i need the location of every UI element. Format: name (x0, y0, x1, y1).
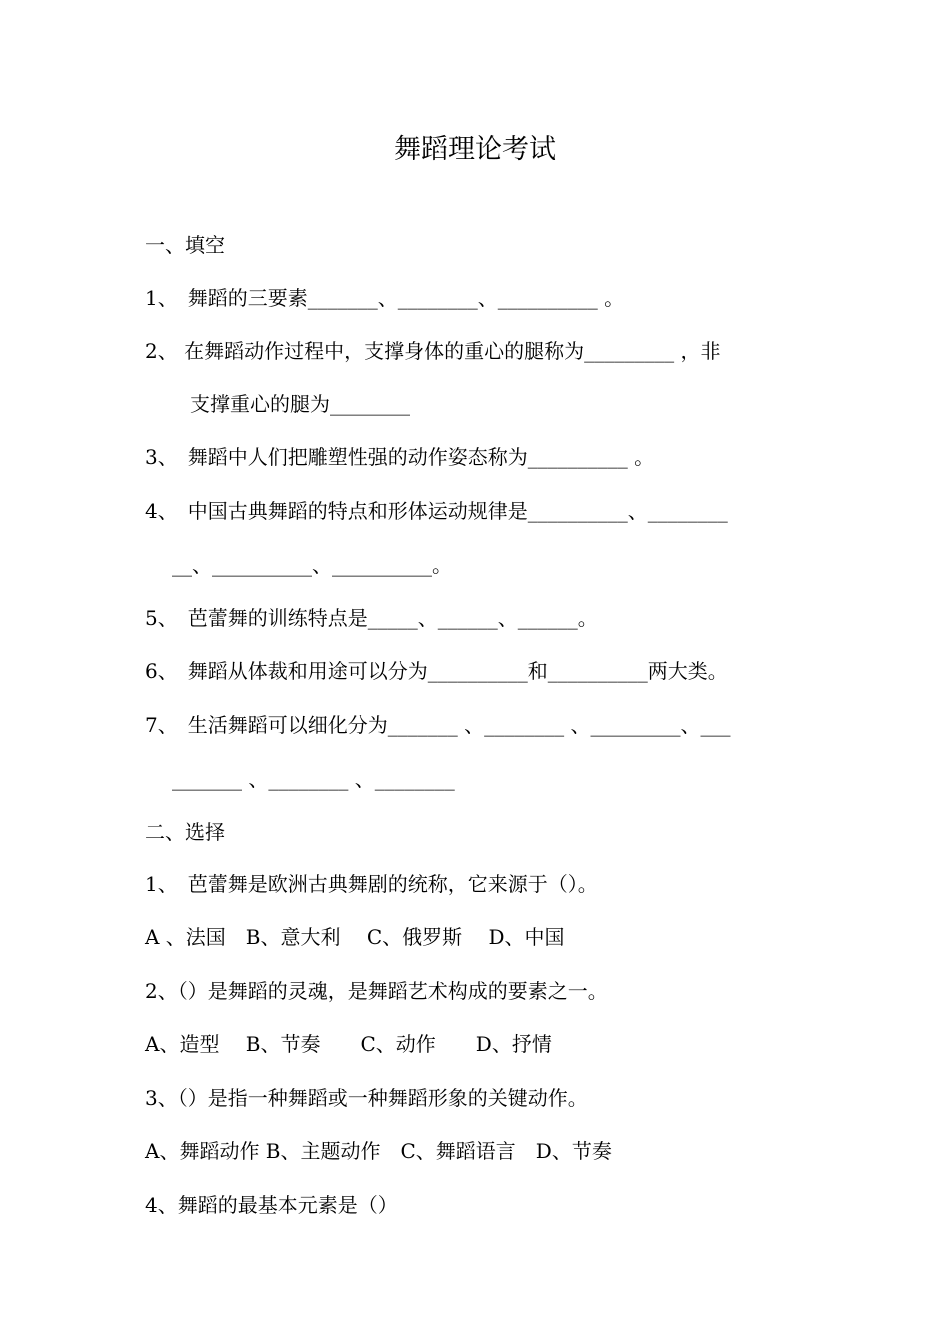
section-heading-fill-blank: 一、填空 (145, 233, 225, 257)
choice-question-2: 2、（）是舞蹈的灵魂，是舞蹈艺术构成的要素之一。 (145, 979, 608, 1003)
fill-question-2: 2、 在舞蹈动作过程中，支撑身体的重心的腿称为_________ ，非 (145, 339, 721, 363)
fill-question-3: 3、 舞蹈中人们把雕塑性强的动作姿态称为__________ 。 (145, 445, 655, 469)
fill-question-2-continued: 支撑重心的腿为________ (190, 392, 410, 416)
section-heading-choice: 二、选择 (145, 820, 225, 844)
fill-question-7-continued: _______ 、________ 、________ (172, 767, 455, 791)
fill-question-1: 1、 舞蹈的三要素_______、________、__________ 。 (145, 286, 625, 310)
fill-question-4: 4、 中国古典舞蹈的特点和形体运动规律是__________、________ (145, 499, 728, 523)
fill-question-6: 6、 舞蹈从体裁和用途可以分为__________和__________两大类。 (145, 659, 728, 683)
fill-question-4-continued: __、__________、__________。 (172, 553, 452, 577)
choice-question-1: 1、 芭蕾舞是欧洲古典舞剧的统称，它来源于（）。 (145, 872, 598, 896)
choice-question-3: 3、（）是指一种舞蹈或一种舞蹈形象的关键动作。 (145, 1086, 588, 1110)
choice-question-1-options: A 、法国 B、意大利 C、俄罗斯 D、中国 (145, 925, 565, 949)
choice-question-3-options: A、舞蹈动作 B、主题动作 C、舞蹈语言 D、节奏 (145, 1139, 612, 1163)
choice-question-2-options: A、造型 B、节奏 C、动作 D、抒情 (145, 1032, 552, 1056)
choice-question-4: 4、舞蹈的最基本元素是（） (145, 1193, 398, 1217)
fill-question-5: 5、 芭蕾舞的训练特点是_____、______、______。 (145, 606, 598, 630)
document-title: 舞蹈理论考试 (394, 134, 556, 165)
fill-question-7: 7、 生活舞蹈可以细化分为_______ 、________ 、_________、___ (145, 713, 731, 737)
